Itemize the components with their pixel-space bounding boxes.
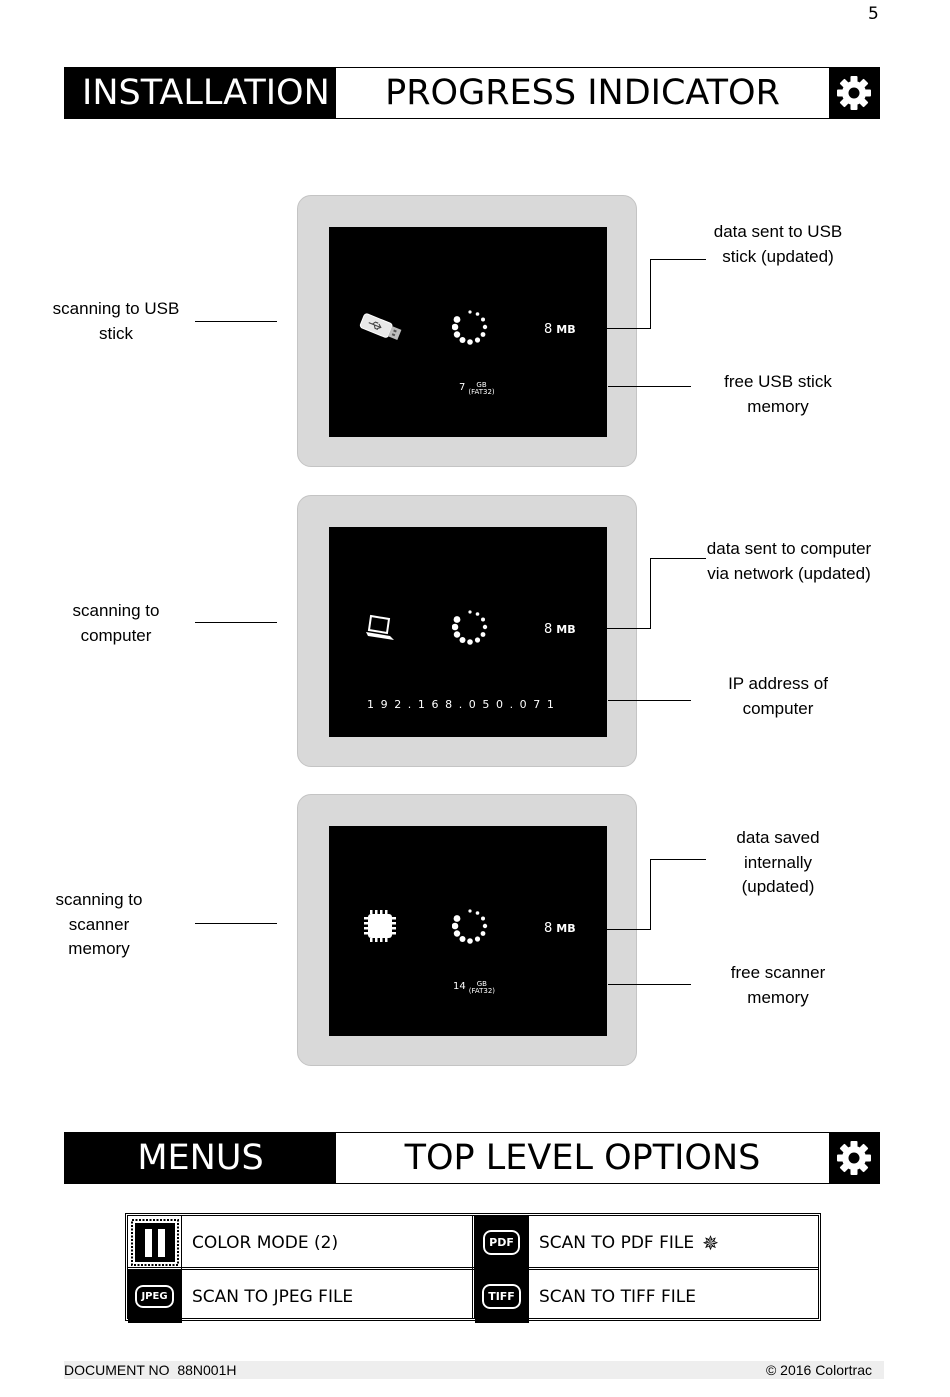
callout-free-usb: free USB stick memory — [724, 372, 832, 416]
callout-scanning-usb: scanning to USB stick — [52, 299, 180, 343]
menu-option-label: SCAN TO JPEG FILE — [192, 1286, 354, 1307]
default-marker-icon: ✵ — [702, 1230, 719, 1255]
data-sent-value: 8 — [544, 322, 553, 337]
copyright: © 2016 Colortrac — [765, 1362, 872, 1378]
menu-option-label: COLOR MODE (2) — [192, 1232, 339, 1253]
display-screen — [329, 527, 607, 737]
pdf-icon: PDF — [475, 1216, 529, 1269]
free-memory-value: 7 — [459, 382, 466, 393]
callout-line — [650, 259, 651, 329]
scanner-display-computer — [297, 495, 637, 767]
table-divider — [128, 1267, 818, 1270]
gear-icon — [829, 1133, 879, 1183]
menu-options-table — [125, 1213, 821, 1321]
callout-line — [195, 622, 277, 623]
data-sent-unit: MB — [556, 623, 576, 636]
callout-scanning-computer: scanning to computer — [72, 601, 160, 645]
section-label: MENUS — [65, 1133, 336, 1183]
tiff-icon: TIFF — [475, 1270, 529, 1323]
section-title: TOP LEVEL OPTIONS — [404, 1138, 761, 1178]
data-sent-readout — [544, 322, 576, 337]
display-screen — [329, 227, 607, 437]
section-header — [64, 1132, 880, 1184]
callout-line — [650, 558, 651, 629]
callout-line — [608, 700, 691, 701]
callout-data-sent-computer: data sent to computer via network (updated) — [706, 539, 872, 583]
laptop-icon — [357, 609, 405, 645]
menu-option-color-mode[interactable] — [128, 1216, 472, 1269]
menu-option-label: SCAN TO PDF FILE — [539, 1232, 695, 1253]
loading-spinner-icon — [452, 309, 488, 345]
loading-spinner-icon — [452, 609, 488, 645]
data-sent-value: 8 — [544, 622, 553, 637]
callout-data-saved: data saved internally (updated) — [736, 828, 820, 896]
menu-option-label: SCAN TO TIFF FILE — [539, 1286, 696, 1307]
data-saved-value: 8 — [544, 921, 553, 936]
free-memory-readout — [453, 981, 495, 995]
callout-ip-address: IP address of computer — [728, 674, 828, 718]
section-label: INSTALLATION — [65, 68, 336, 118]
free-memory-unit: GB — [476, 980, 487, 988]
display-screen — [329, 826, 607, 1036]
data-sent-readout — [544, 622, 576, 637]
page-title: PROGRESS INDICATOR — [385, 73, 780, 113]
callout-line — [195, 321, 277, 322]
callout-line — [608, 984, 691, 985]
menu-option-scan-to-tiff[interactable] — [475, 1270, 818, 1323]
callout-line — [606, 628, 651, 629]
free-memory-readout — [459, 382, 495, 396]
scanner-display-memory — [297, 794, 637, 1066]
data-sent-unit: MB — [556, 323, 576, 336]
callout-line — [650, 859, 651, 930]
loading-spinner-icon — [452, 908, 488, 944]
data-saved-readout — [544, 921, 576, 936]
data-saved-unit: MB — [556, 922, 576, 935]
callout-line — [650, 558, 706, 559]
chip-icon — [357, 908, 405, 944]
callout-line — [606, 328, 651, 329]
document-number: DOCUMENT NO 88N001H — [64, 1362, 237, 1378]
scanner-display-usb — [297, 195, 637, 467]
page-number: 5 — [868, 4, 879, 24]
callout-line — [650, 259, 706, 260]
callout-line — [650, 859, 706, 860]
callout-free-scanner: free scanner memory — [730, 963, 826, 1007]
menu-option-scan-to-pdf[interactable] — [475, 1216, 818, 1269]
gear-icon — [829, 68, 879, 118]
color-mode-icon — [128, 1216, 182, 1269]
free-memory-value: 14 — [453, 981, 466, 992]
callout-scanning-memory: scanning to scanner memory — [55, 890, 143, 958]
usb-stick-icon — [357, 309, 405, 345]
file-system: (FAT32) — [468, 388, 495, 396]
menu-option-scan-to-jpeg[interactable] — [128, 1270, 472, 1323]
callout-line — [606, 929, 651, 930]
page-footer — [64, 1361, 884, 1379]
section-header — [64, 67, 880, 119]
ip-address: 192.168.050.071 — [367, 698, 561, 711]
jpeg-icon: JPEG — [128, 1270, 182, 1323]
file-system: (FAT32) — [468, 987, 496, 995]
callout-line — [608, 386, 691, 387]
free-memory-unit: GB — [476, 381, 487, 389]
callout-data-sent-usb: data sent to USB stick (updated) — [713, 222, 843, 266]
callout-line — [195, 923, 277, 924]
